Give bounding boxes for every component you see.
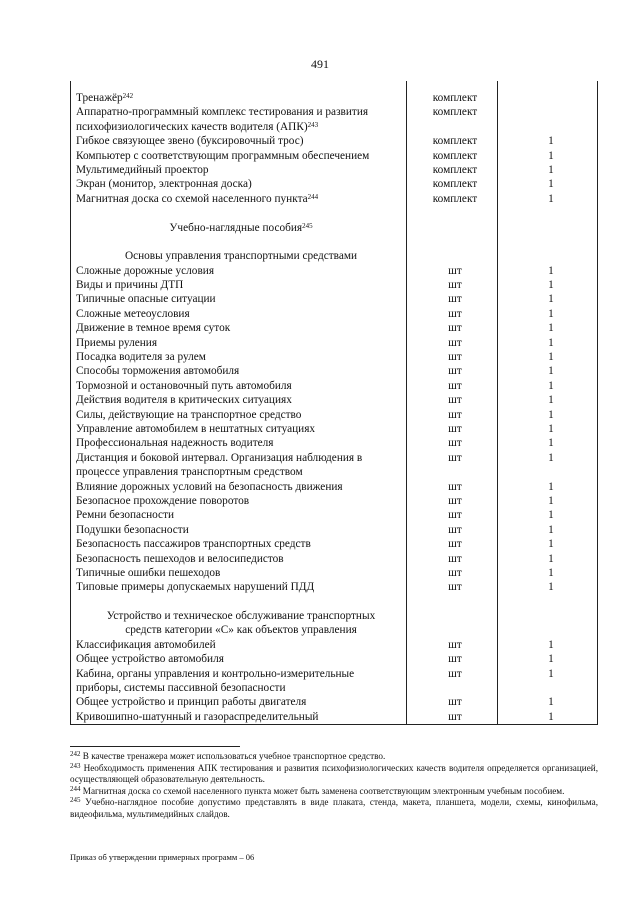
item-name-text: Профессиональная надежность водителя (76, 437, 274, 450)
item-unit: шт (448, 351, 462, 364)
item-quantity: 1 (548, 163, 554, 176)
item-name (76, 436, 274, 450)
item-unit: комплект (432, 149, 478, 162)
item-quantity: 1 (548, 437, 554, 450)
item-name (76, 379, 292, 393)
section-heading (76, 221, 596, 235)
item-quantity: 1 (548, 279, 554, 292)
item-quantity: 1 (548, 423, 554, 435)
item-name-text: Кривошипно-шатунный и газораспределительный (76, 710, 319, 723)
item-name (76, 552, 284, 566)
table-row (76, 105, 596, 134)
item-name-text: Ремни безопасности (76, 509, 175, 522)
footnote (70, 763, 598, 786)
table-row (76, 307, 596, 321)
table-row (76, 436, 596, 450)
item-name-text: Общее устройство и принцип работы двигателя (76, 696, 307, 709)
item-name (76, 667, 354, 696)
item-name-text: Мультимедийный проектор (76, 163, 209, 176)
item-name (76, 451, 362, 480)
item-name-text: Магнитная доска со схемой населенного пункта (76, 192, 308, 205)
item-name-line: Аппаратно-программный комплекс тестирования и развития (76, 106, 369, 119)
item-name-text: Безопасное прохождение поворотов (76, 494, 250, 507)
item-unit: шт (448, 667, 462, 680)
item-name-text: Классификация автомобилей (76, 638, 216, 651)
table-row (76, 264, 596, 278)
item-unit: шт (448, 293, 462, 306)
section-title (76, 609, 406, 623)
item-unit: шт (448, 566, 462, 579)
item-unit: шт (448, 552, 462, 565)
table-row (76, 350, 596, 364)
footnote-text: Необходимость применения АПК тестирования и развития психофизиологических качеств водителя определяется организацией, осуществляющей образовательную деятельность. (70, 762, 599, 785)
item-quantity: 1 (548, 408, 554, 421)
table-row (76, 667, 596, 696)
footnote-text: В качестве тренажера может использоваться учебное транспортное средство. (82, 751, 386, 761)
item-quantity: 1 (548, 523, 554, 536)
item-name (76, 566, 220, 580)
table-row (76, 149, 596, 163)
item-name-text: Типовые примеры допускаемых нарушений ПДД (76, 581, 315, 594)
table-row (76, 451, 596, 480)
item-unit: шт (448, 523, 462, 536)
table-row (76, 552, 596, 566)
footnote-text: Учебно-наглядное пособие допустимо представлять в виде плаката, стенда, макета, планшета, модели, схемы, кинофильма, видеофильма, мультимедийных слайдов. (70, 797, 599, 819)
section-heading (76, 609, 596, 623)
item-quantity: 1 (548, 581, 554, 594)
item-name-text: Типичные ошибки пешеходов (76, 566, 221, 579)
item-name-text: Посадка водителя за рулем (76, 351, 206, 364)
item-quantity: 1 (548, 293, 554, 306)
item-unit: шт (448, 451, 462, 464)
table-row (76, 580, 596, 594)
item-name (76, 638, 216, 652)
item-name (76, 710, 318, 724)
item-name-text: Общее устройство автомобиля (76, 653, 224, 666)
footnote (70, 797, 598, 820)
item-name-text: Тормозной и остановочный путь автомобиля (76, 379, 292, 392)
table-row (76, 652, 596, 666)
table-row (76, 393, 596, 407)
item-name-line: Дистанция и боковой интервал. Организация наблюдения в (76, 451, 363, 464)
item-unit: шт (448, 336, 462, 349)
item-quantity: 1 (548, 394, 554, 407)
item-name (76, 523, 189, 537)
item-unit: шт (448, 480, 462, 493)
item-unit: шт (448, 307, 462, 320)
item-name (76, 321, 230, 335)
item-quantity: 1 (548, 135, 554, 148)
item-name-text: Силы, действующие на транспортное средство (76, 408, 302, 421)
item-quantity: 1 (548, 480, 554, 493)
item-quantity: 1 (548, 566, 554, 579)
item-quantity: 1 (548, 336, 554, 349)
item-name (76, 537, 311, 551)
table-row (76, 134, 596, 148)
item-unit: комплект (432, 192, 478, 205)
item-name-text: Влияние дорожных условий на безопасность движения (76, 480, 343, 493)
footnote (70, 751, 598, 763)
item-name-text: Типичные опасные ситуации (76, 293, 216, 306)
item-quantity: 1 (548, 638, 554, 651)
item-name (76, 494, 249, 508)
item-name-line: Кабина, органы управления и контрольно-измерительные (76, 667, 355, 680)
item-name-text: Сложные дорожные условия (76, 264, 215, 277)
item-quantity: 1 (548, 379, 554, 392)
item-name (76, 149, 369, 163)
item-quantity: 1 (548, 494, 554, 507)
item-name-line: приборы, системы пассивной безопасности (76, 682, 286, 695)
item-unit: шт (448, 264, 462, 277)
item-unit: шт (448, 322, 462, 335)
item-name (76, 336, 157, 350)
section-title-text: средств категории «С» как объектов управления (125, 624, 357, 637)
item-name-text: Безопасность пассажиров транспортных средств (76, 538, 311, 551)
table-row (76, 177, 596, 191)
table-row (76, 523, 596, 537)
item-unit: шт (448, 710, 462, 723)
item-unit: комплект (432, 178, 478, 191)
item-name (76, 393, 292, 407)
item-name (76, 163, 209, 177)
item-quantity: 1 (548, 696, 554, 709)
footnote-separator (70, 746, 240, 747)
item-name (76, 91, 133, 105)
item-name-text: Компьютер с соответствующим программным обеспечением (76, 149, 370, 162)
item-name-line: процессе управления транспортным средством (76, 466, 303, 479)
item-name-text: Способы торможения автомобиля (76, 365, 240, 378)
item-quantity: 1 (548, 178, 554, 191)
item-quantity: 1 (548, 322, 554, 335)
item-quantity: 1 (548, 509, 554, 522)
table-row (76, 422, 596, 436)
footnote-ref: 242 (122, 92, 134, 100)
item-quantity: 1 (548, 451, 554, 464)
section-title (76, 221, 406, 235)
item-name-text: Движение в темное время суток (76, 322, 231, 335)
item-name-text: Экран (монитор, электронная доска) (76, 178, 252, 191)
footnote (70, 786, 598, 798)
order-caption: Приказ об утверждении примерных программ – 06 (70, 852, 255, 862)
item-quantity: 1 (548, 264, 554, 277)
table-row (76, 192, 596, 206)
item-name (76, 105, 368, 134)
spacer-row (76, 595, 596, 609)
item-name-text: Подушки безопасности (76, 523, 189, 536)
table-row (76, 537, 596, 551)
item-name-text: Действия водителя в критических ситуациях (76, 394, 292, 407)
item-name (76, 350, 206, 364)
item-quantity: 1 (548, 552, 554, 565)
item-quantity: 1 (548, 351, 554, 364)
item-unit: шт (448, 437, 462, 450)
item-name-text: Гибкое связующее звено (буксировочный трос) (76, 135, 304, 148)
item-quantity: 1 (548, 192, 554, 205)
item-unit: шт (448, 581, 462, 594)
item-unit: шт (448, 494, 462, 507)
table-row (76, 336, 596, 350)
spacer-row (76, 206, 596, 220)
item-name (76, 278, 183, 292)
section-title-text: Учебно-наглядные пособия (169, 221, 303, 234)
footnote-ref: 244 (307, 192, 319, 201)
section-title (76, 623, 406, 637)
item-unit: шт (448, 696, 462, 709)
section-heading (76, 623, 596, 637)
item-name-text: Управление автомобилем в нештатных ситуациях (76, 423, 316, 435)
section-title-text: Устройство и техническое обслуживание транспортных (106, 610, 376, 623)
item-name (76, 307, 190, 321)
item-unit: комплект (432, 92, 478, 104)
item-quantity: 1 (548, 710, 554, 723)
item-unit: шт (448, 379, 462, 392)
table-row (76, 710, 596, 724)
item-quantity: 1 (548, 538, 554, 551)
table-row (76, 278, 596, 292)
item-quantity: 1 (548, 149, 554, 162)
item-name (76, 264, 214, 278)
item-name (76, 192, 318, 206)
item-name (76, 695, 306, 709)
table-row (76, 408, 596, 422)
spacer-row (76, 235, 596, 249)
item-quantity: 1 (548, 653, 554, 666)
item-quantity: 1 (548, 667, 554, 680)
item-name (76, 408, 301, 422)
item-unit: комплект (432, 106, 478, 119)
item-name-text: Безопасность пешеходов и велосипедистов (76, 552, 284, 565)
page-number: 491 (311, 57, 329, 71)
item-unit: шт (448, 509, 462, 522)
table-row (76, 480, 596, 494)
item-name (76, 292, 216, 306)
item-unit: шт (448, 394, 462, 407)
table-row (76, 566, 596, 580)
item-quantity: 1 (548, 365, 554, 378)
item-unit: шт (448, 538, 462, 551)
table-row (76, 364, 596, 378)
table-row (76, 508, 596, 522)
item-name-text: Тренажёр (76, 92, 123, 104)
footnotes (70, 751, 598, 821)
item-unit: шт (448, 408, 462, 421)
item-name (76, 508, 174, 522)
item-unit: шт (448, 365, 462, 378)
section-heading (76, 249, 596, 263)
section-title (76, 249, 406, 263)
item-unit: шт (448, 279, 462, 292)
item-name (76, 177, 252, 191)
table-row (76, 695, 596, 709)
table-row (76, 91, 596, 105)
item-name (76, 422, 315, 436)
item-name (76, 480, 343, 494)
table-row (76, 494, 596, 508)
item-name-text: Виды и причины ДТП (76, 279, 184, 292)
table-row (76, 163, 596, 177)
item-name-text: Приемы руления (76, 336, 158, 349)
footnote-number: 243 (70, 761, 81, 770)
section-title-text: Основы управления транспортными средствами (124, 250, 358, 263)
footnote-number: 242 (70, 750, 81, 758)
footnote-ref: 245 (302, 221, 313, 230)
footnote-number: 245 (70, 796, 81, 805)
table-row (76, 292, 596, 306)
item-name-text: Сложные метеоусловия (76, 307, 190, 320)
table-row (76, 321, 596, 335)
table-row (76, 638, 596, 652)
item-unit: шт (448, 638, 462, 651)
footnote-number: 244 (70, 784, 81, 793)
item-name-line: психофизиологических качеств водителя (АПК) (76, 120, 308, 133)
footnote-text: Магнитная доска со схемой населенного пункта может быть заменена соответствующим электронным учебным пособием. (82, 785, 565, 796)
item-unit: шт (448, 653, 462, 666)
item-quantity: 1 (548, 307, 554, 320)
item-name (76, 580, 314, 594)
item-name (76, 364, 239, 378)
table-body (76, 91, 596, 724)
footnote-ref: 243 (307, 120, 319, 129)
item-unit: шт (448, 423, 462, 435)
item-unit: комплект (432, 163, 478, 176)
item-unit: комплект (432, 135, 478, 148)
item-name (76, 134, 303, 148)
table-row (76, 379, 596, 393)
item-name (76, 652, 224, 666)
